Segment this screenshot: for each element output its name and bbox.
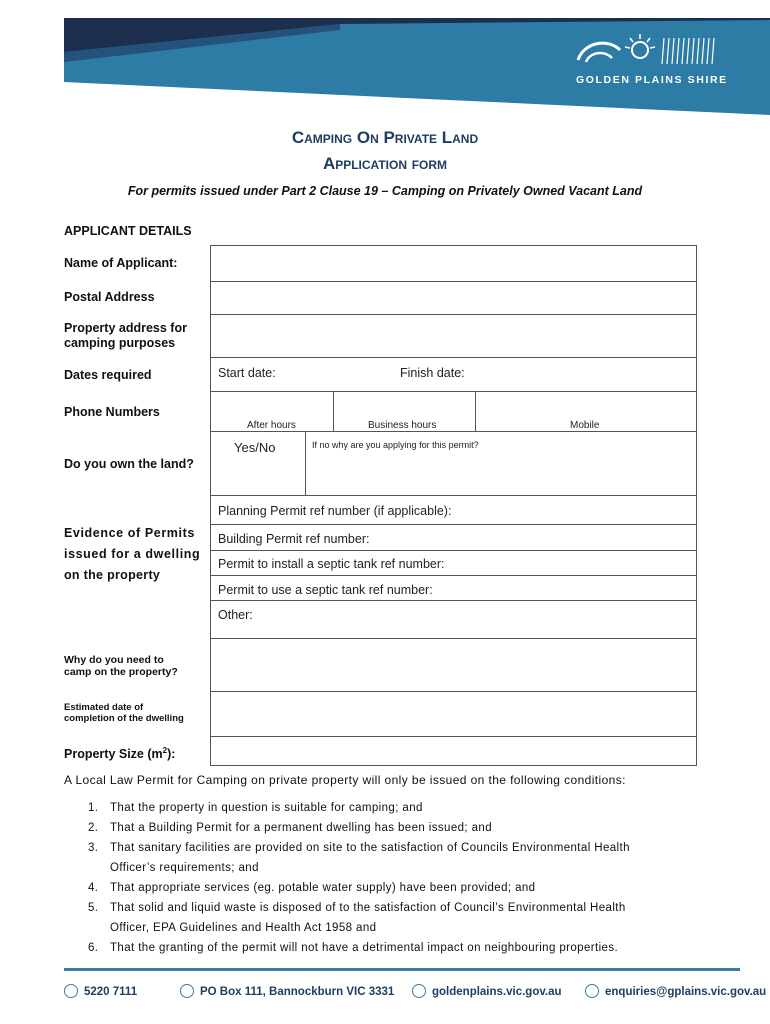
if-no-text: If no why are you applying for this permit?	[312, 440, 479, 450]
name-label: Name of Applicant:	[64, 256, 178, 270]
start-date-label: Start date:	[218, 366, 276, 380]
section-title: APPLICANT DETAILS	[64, 224, 192, 238]
evidence-label-line1: Evidence of Permits	[64, 526, 195, 540]
footer-email[interactable]: enquiries@gplains.vic.gov.au	[585, 985, 766, 999]
evidence-label-line2: issued for a dwelling	[64, 547, 201, 561]
estimated-label-line1: Estimated date of	[64, 702, 144, 713]
septic-use-label: Permit to use a septic tank ref number:	[218, 583, 433, 597]
postal-field[interactable]	[210, 281, 697, 315]
conditions-intro: A Local Law Permit for Camping on private property will only be issued on the following conditions:	[64, 773, 626, 787]
globe-icon	[412, 984, 426, 998]
estimated-label-line2: completion of the dwelling	[64, 713, 184, 724]
septic-install-label: Permit to install a septic tank ref number:	[218, 557, 445, 571]
mail-icon	[180, 984, 194, 998]
dates-label: Dates required	[64, 368, 152, 382]
mobile-label: Mobile	[570, 420, 600, 431]
footer-phone[interactable]: 5220 7111	[64, 985, 137, 999]
planning-permit-label: Planning Permit ref number (if applicable):	[218, 504, 452, 518]
property-label-line1: Property address for	[64, 321, 187, 335]
postal-label: Postal Address	[64, 290, 155, 304]
footer-address: PO Box 111, Bannockburn VIC 3331	[180, 985, 394, 999]
at-icon	[585, 984, 599, 998]
why-field[interactable]	[210, 638, 697, 692]
other-field[interactable]	[210, 600, 697, 639]
phone-icon	[64, 984, 78, 998]
why-label-line1: Why do you need to	[64, 654, 164, 666]
property-size-label: Property Size $(m^2)$:	[64, 746, 176, 762]
page-subtitle-form: Application form	[322, 154, 448, 173]
phone-label: Phone Numbers	[64, 405, 160, 419]
footer-divider	[64, 968, 740, 971]
property-size-field[interactable]	[210, 736, 697, 766]
property-label-line2: camping purposes	[64, 336, 176, 350]
why-label-line2: camp on the property?	[64, 666, 178, 678]
business-hours-label: Business hours	[368, 420, 437, 431]
own-land-label: Do you own the land?	[64, 457, 194, 471]
footer-website[interactable]: goldenplains.vic.gov.au	[412, 985, 562, 999]
evidence-label-line3: on the property	[64, 568, 161, 582]
after-hours-label: After hours	[247, 420, 296, 431]
name-field[interactable]	[210, 245, 697, 282]
estimated-field[interactable]	[210, 691, 697, 737]
finish-date-label: Finish date:	[400, 366, 465, 380]
org-name: GOLDEN PLAINS SHIRE	[576, 74, 728, 86]
property-field[interactable]	[210, 314, 697, 358]
yes-no-text: Yes/No	[234, 440, 276, 455]
page-subtitle: For permits issued under Part 2 Clause 19 – Camping on Privately Owned Vacant Land	[127, 184, 643, 198]
building-permit-label: Building Permit ref number:	[218, 532, 370, 546]
other-label: Other:	[218, 608, 253, 622]
page-title: Camping On Private Land	[291, 128, 479, 147]
